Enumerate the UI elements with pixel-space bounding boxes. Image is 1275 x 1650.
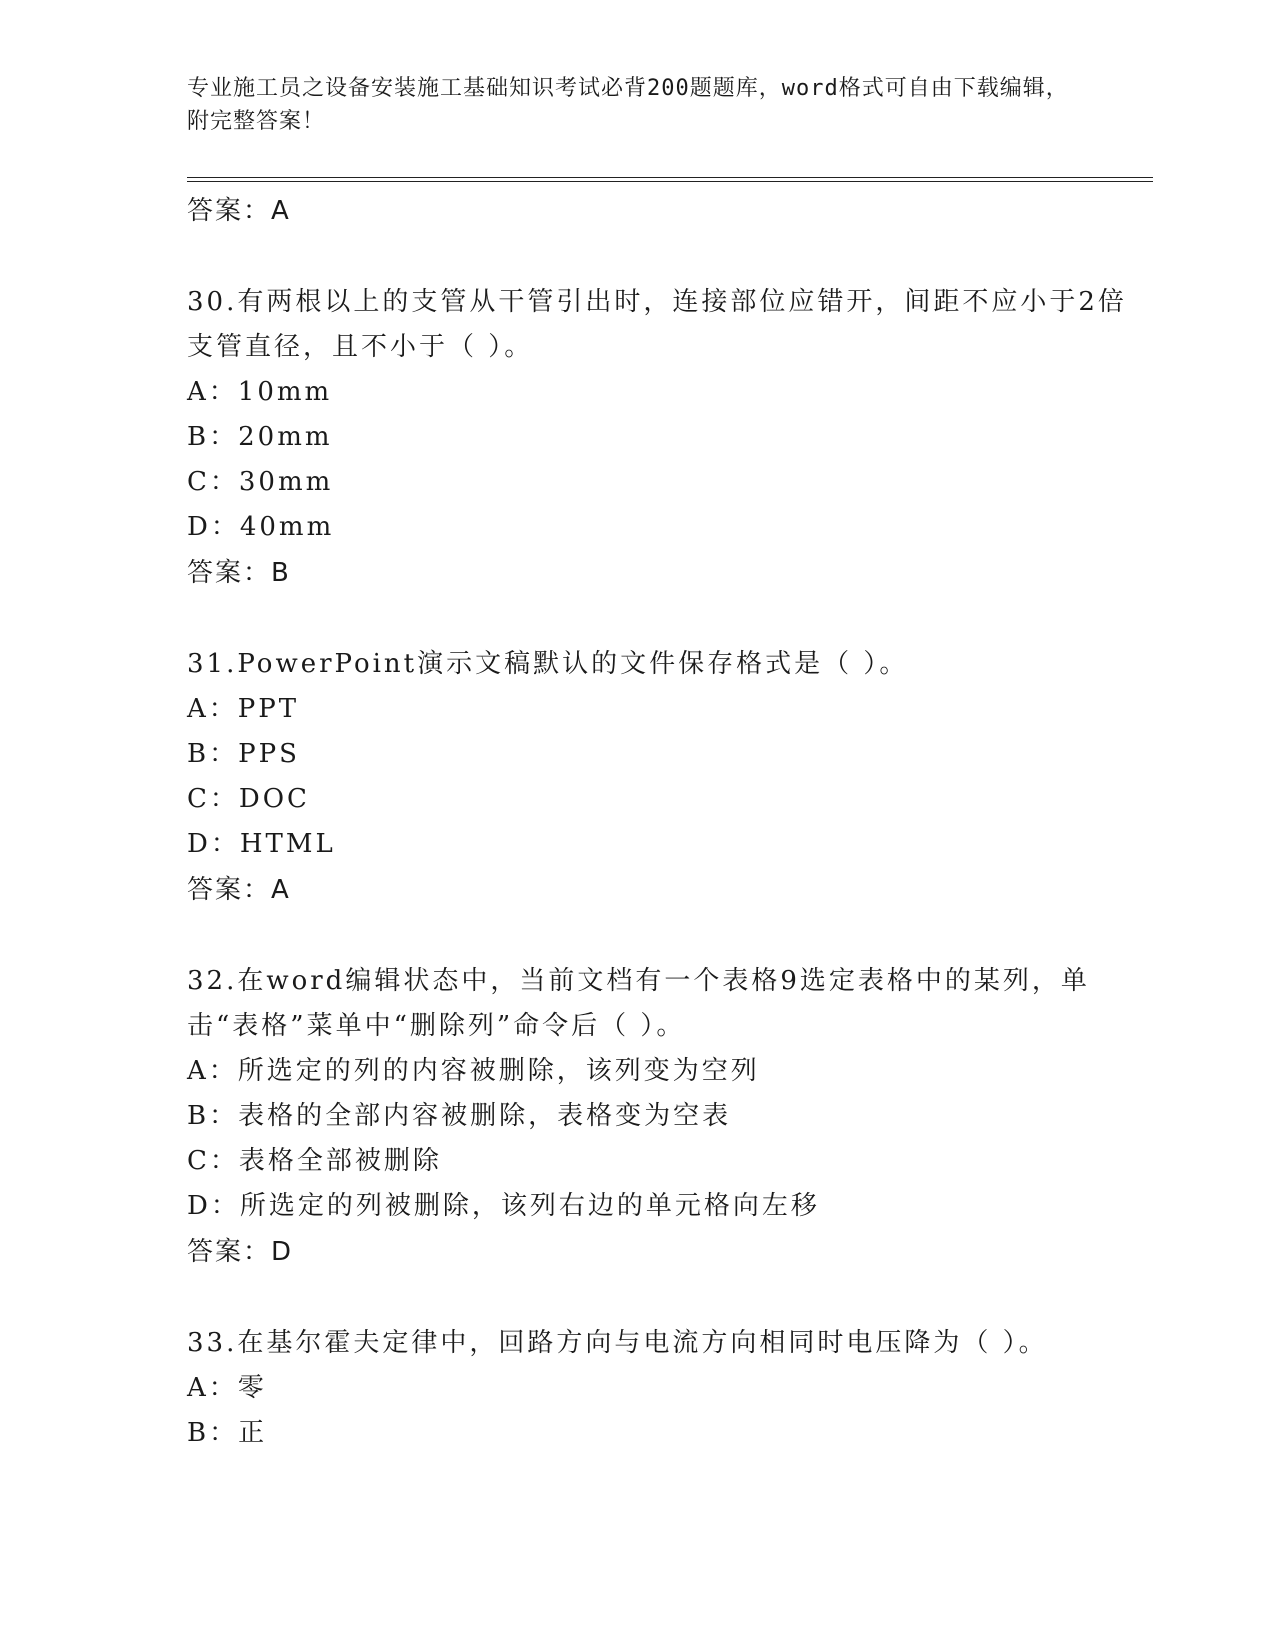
question-text: 33.在基尔霍夫定律中，回路方向与电流方向相同时电压降为（ ）。	[187, 1328, 1048, 1358]
answer: 答案：A	[187, 875, 291, 905]
option-b: B：正	[187, 1418, 268, 1448]
option-a: A：零	[187, 1373, 267, 1403]
option-a: A：10mm	[187, 377, 333, 407]
question-text: 32.在word编辑状态中，当前文档有一个表格9选定表格中的某列，单击“表格”菜单中“删除列”命令后（ ）。	[187, 966, 1090, 1041]
question-text: 31.PowerPoint演示文稿默认的文件保存格式是（ ）。	[187, 649, 909, 679]
question-32	[187, 959, 1127, 1275]
answer-29: 答案：A	[187, 196, 291, 226]
question-31	[187, 642, 1127, 913]
option-b: B：表格的全部内容被删除，表格变为空表	[187, 1101, 732, 1131]
option-a: A：所选定的列的内容被删除，该列变为空列	[187, 1056, 760, 1086]
document-body	[187, 188, 1127, 1456]
question-30	[187, 280, 1127, 596]
document-header: 专业施工员之设备安装施工基础知识考试必背200题题库，word格式可自由下载编辑，附完整答案！	[187, 76, 1069, 134]
option-d: D：所选定的列被删除，该列右边的单元格向左移	[187, 1191, 820, 1221]
answer: 答案：B	[187, 558, 291, 588]
option-c: C：DOC	[187, 784, 310, 814]
option-b: B：PPS	[187, 739, 300, 769]
option-b: B：20mm	[187, 422, 333, 452]
answer: 答案：D	[187, 1237, 294, 1267]
option-d: D：HTML	[187, 829, 336, 859]
question-text: 30.有两根以上的支管从干管引出时，连接部位应错开，间距不应小于2倍支管直径，且不小于（ ）。	[187, 287, 1127, 362]
option-d: D：40mm	[187, 512, 335, 542]
option-c: C：表格全部被删除	[187, 1146, 442, 1176]
option-c: C：30mm	[187, 467, 334, 497]
question-33	[187, 1321, 1127, 1456]
header-divider	[187, 177, 1153, 182]
option-a: A：PPT	[187, 694, 300, 724]
